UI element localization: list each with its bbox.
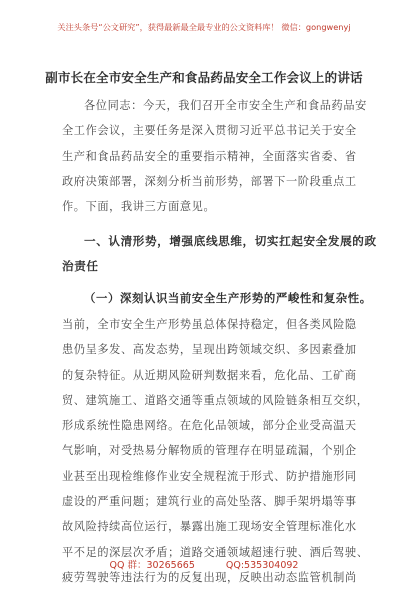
- subsection-1-heading: [62, 286, 372, 311]
- body-line: 故风险持续高位运行，暴露出施工现场安全管理标准化水: [62, 520, 357, 534]
- section-heading-line: 治责任: [62, 259, 99, 273]
- intro-line: 生产和食品药品安全的重要指示精神，全面落实省委、省: [62, 149, 357, 163]
- footer-qq: QQ:535304092: [225, 560, 299, 571]
- document-title: 副市长在全市安全生产和食品药品安全工作会议上的讲话: [45, 70, 363, 85]
- footer-qq-group: QQ 群：30265665: [109, 560, 195, 571]
- body-line: 气影响，对受热易分解物质的管理存在明显疏漏，个别企: [62, 444, 357, 458]
- body-line: 疲劳驾驶等违法行为的反复出现，反映出动态监管机制尚: [62, 570, 357, 584]
- intro-line: 政府决策部署，深刻分析当前形势，部署下一阶段重点工: [62, 174, 357, 188]
- intro-line: 全工作会议，主要任务是深入贯彻习近平总书记关于安全: [62, 124, 357, 138]
- body-line: 贸、建筑施工、道路交通等重点领域的风险链条相互交织，: [62, 393, 369, 407]
- body-line: 当前，全市安全生产形势虽总体保持稳定，但各类风险隐: [62, 318, 357, 331]
- header-banner: 关注头条号“公文研究”，获得最新最全最专业的公文资料库！ 微信：gongwenyj: [57, 22, 351, 32]
- intro-line: 作。下面，我讲三方面意见。: [62, 200, 216, 214]
- body-line: 的复杂特征。从近期风险研判数据来看，危化品、工矿商: [62, 368, 357, 382]
- section-1-heading: [62, 229, 377, 279]
- section-heading-line: 一、认清形势，增强底线思维，切实扛起安全发展的政: [84, 234, 377, 248]
- body-line: 虚设的严重问题；建筑行业的高处坠落、脚手架坍塌等事: [62, 495, 357, 509]
- subsection-1-paragraph: [62, 312, 369, 590]
- body-line: 患仍呈多发、高发态势，呈现出跨领域交织、多因素叠加: [62, 343, 357, 357]
- body-line: 平不足的深层次矛盾；道路交通领域超速行驶、酒后驾驶、: [62, 545, 369, 559]
- footer: [0, 557, 408, 571]
- intro-paragraph: [62, 93, 367, 219]
- intro-line: 各位同志：今天，我们召开全市安全生产和食品药品安: [84, 99, 367, 112]
- body-line: 形成系统性隐患网络。在危化品领域，部分企业受高温天: [62, 419, 357, 433]
- body-line: 业甚至出现检维修作业安全规程流于形式、防护措施形同: [62, 469, 357, 483]
- subsection-heading-line: （一）深刻认识当前安全生产形势的严峻性和复杂性。: [84, 291, 372, 305]
